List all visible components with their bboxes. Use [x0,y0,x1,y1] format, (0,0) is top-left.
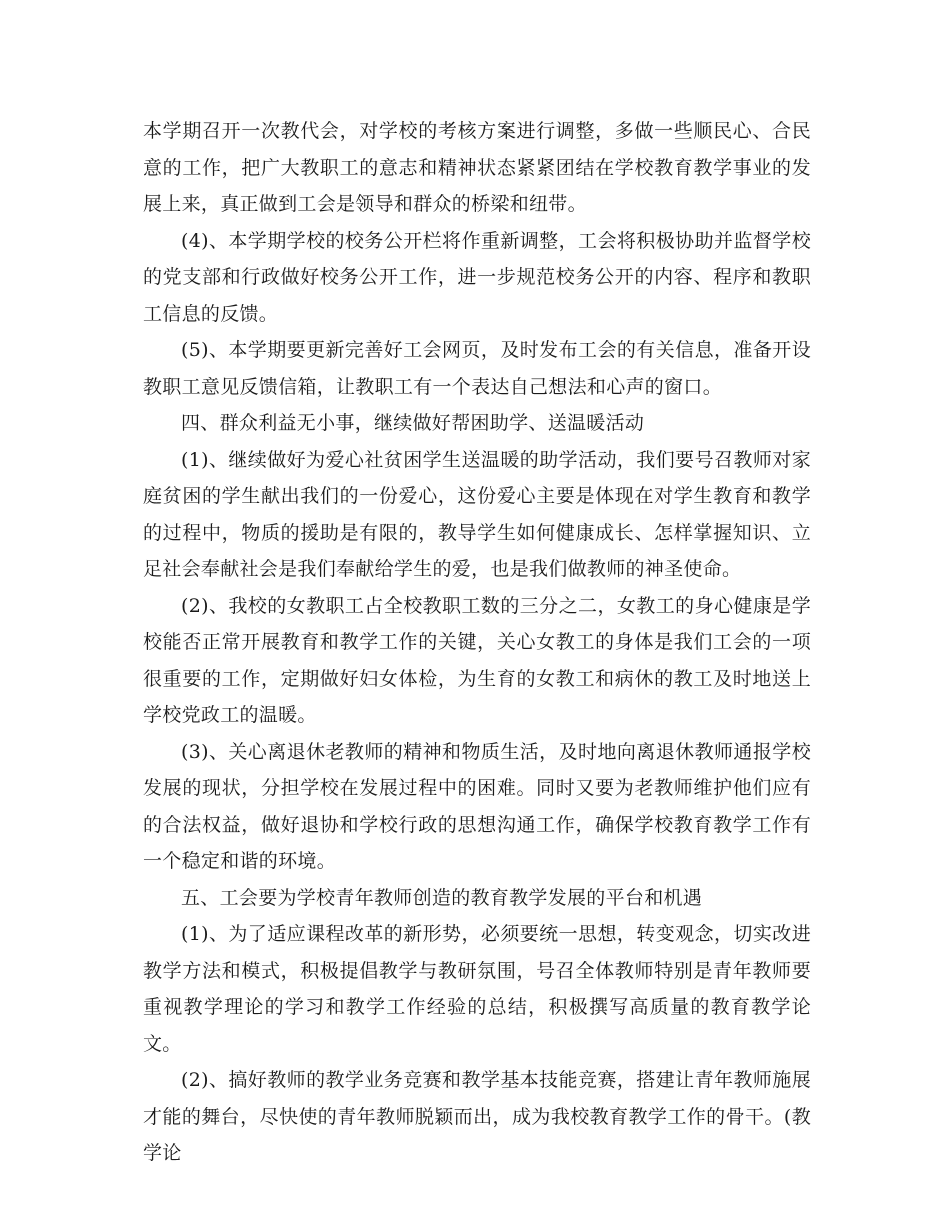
paragraph-section4-item-2: (2)、我校的女教职工占全校教职工数的三分之二，女教工的身心健康是学校能否正常开展教育和教学工作的关键，关心女教工的身体是我们工会的一项很重要的工作，定期做好妇女体检，为生育的女教工和病休的教工及时地送上学校党政工的温暖。 [143,594,811,726]
paragraph-continuation: 本学期召开一次教代会，对学校的考核方案进行调整，多做一些顺民心、合民意的工作，把广大教职工的意志和精神状态紧紧团结在学校教育教学事业的发展上来，真正做到工会是领导和群众的桥梁和纽带。 [143,120,811,215]
paragraph-section5-item-1: (1)、为了适应课程改革的新形势，必须要统一思想，转变观念，切实改进教学方法和模式，积极提倡教学与教研氛围，号召全体教师特别是青年教师要重视教学理论的学习和教学工作经验的总结，积极撰写高质量的教育教学论文。 [143,923,811,1055]
document-body [143,113,811,1172]
section-heading-5: 五、工会要为学校青年教师创造的教育教学发展的平台和机遇 [181,886,703,909]
paragraph-item-5: (5)、本学期要更新完善好工会网页，及时发布工会的有关信息，准备开设教职工意见反馈信箱，让教职工有一个表达自己想法和心声的窗口。 [143,339,811,398]
paragraph-section5-item-2: (2)、搞好教师的教学业务竞赛和教学基本技能竞赛，搭建让青年教师施展才能的舞台，尽快使的青年教师脱颖而出，成为我校教育教学工作的骨干。(教学论 [143,1069,811,1164]
paragraph-section4-item-1: (1)、继续做好为爱心社贫困学生送温暖的助学活动，我们要号召教师对家庭贫困的学生献出我们的一份爱心，这份爱心主要是体现在对学生教育和教学的过程中，物质的援助是有限的，教导学生如何健康成长、怎样掌握知识、立足社会奉献社会是我们奉献给学生的爱，也是我们做教师的神圣使命。 [143,448,811,580]
paragraph-section4-item-3: (3)、关心离退休老教师的精神和物质生活，及时地向离退休教师通报学校发展的现状，分担学校在发展过程中的困难。同时又要为老教师维护他们应有的合法权益，做好退协和学校行政的思想沟通工作，确保学校教育教学工作有一个稳定和谐的环境。 [143,740,811,872]
section-heading-4: 四、群众利益无小事，继续做好帮困助学、送温暖活动 [181,412,645,434]
paragraph-item-4: (4)、本学期学校的校务公开栏将作重新调整，工会将积极协助并监督学校的党支部和行政做好校务公开工作，进一步规范校务公开的内容、程序和教职工信息的反馈。 [143,229,811,325]
